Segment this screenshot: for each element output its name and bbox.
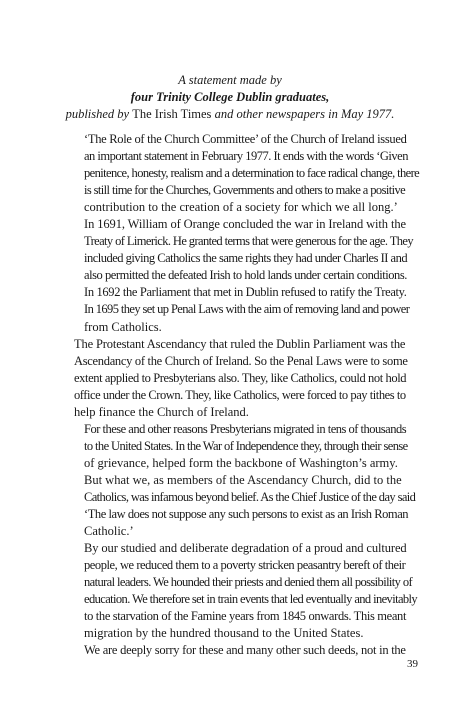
text-line: In 1691, William of Orange concluded the war in Ireland with the bbox=[84, 217, 406, 232]
text-line: Catholics, was infamous beyond belief. As the Chief Justice of the day said bbox=[84, 489, 416, 504]
heading-line-1: A statement made by bbox=[178, 73, 282, 87]
text-line: But what we, as members of the Ascendancy Church, did to the bbox=[84, 472, 402, 487]
text-line: ‘The law does not suppose any such persons to exist as an Irish Roman bbox=[84, 507, 409, 522]
text-line: penitence, honesty, realism and a determination to face radical change, there bbox=[84, 166, 420, 181]
heading-line-3 bbox=[0, 106, 460, 123]
text-line: an important statement in February 1977. It ends with the words ‘Given bbox=[84, 149, 408, 164]
paragraph bbox=[62, 540, 418, 642]
text-line: office under the Crown. They, like Catholics, were forced to pay tithes to bbox=[74, 387, 406, 402]
heading-line-3-start: published by bbox=[65, 107, 130, 121]
heading-line-3-end: and other newspapers in May 1977. bbox=[214, 107, 395, 121]
text-line: to the United States. In the War of Independence they, through their sense bbox=[84, 438, 408, 453]
body-text bbox=[62, 131, 420, 659]
paragraph bbox=[62, 472, 416, 540]
text-line: The Protestant Ascendancy that ruled the Dublin Parliament was the bbox=[74, 336, 406, 351]
paragraph bbox=[62, 421, 408, 472]
text-line: Ascendancy of the Church of Ireland. So the Penal Laws were to some bbox=[74, 353, 408, 368]
text-line: By our studied and deliberate degradation of a proud and cultured bbox=[84, 541, 407, 556]
paragraph bbox=[62, 216, 413, 284]
page-number: 39 bbox=[407, 658, 418, 670]
paragraph bbox=[62, 131, 420, 216]
text-line: migration by the hundred thousand to the United States. bbox=[84, 626, 364, 641]
paragraph bbox=[62, 336, 408, 421]
text-line: extent applied to Presbyterians also. They, like Catholics, could not hold bbox=[74, 370, 407, 385]
paragraph bbox=[62, 642, 408, 659]
paragraph bbox=[62, 284, 408, 335]
text-line: included giving Catholics the same rights they had under Charles II and bbox=[84, 251, 408, 266]
text-line: help finance the Church of Ireland. bbox=[74, 404, 249, 419]
statement-heading bbox=[0, 72, 460, 123]
text-line: We are deeply sorry for these and many other such deeds, not in the bbox=[84, 643, 406, 658]
text-line: from Catholics. bbox=[84, 319, 162, 334]
text-line: contribution to the creation of a society for which we all long.’ bbox=[84, 200, 398, 215]
text-line: Treaty of Limerick. He granted terms that were generous for the age. They bbox=[84, 234, 413, 249]
text-line: In 1692 the Parliament that met in Dublin refused to ratify the Treaty. bbox=[84, 285, 407, 300]
text-line: In 1695 they set up Penal Laws with the aim of removing land and power bbox=[84, 302, 410, 317]
heading-line-2: four Trinity College Dublin graduates, bbox=[130, 90, 330, 104]
text-line: people, we reduced them to a poverty stricken peasantry bereft of their bbox=[84, 558, 406, 573]
text-line: For these and other reasons Presbyterians migrated in tens of thousands bbox=[84, 421, 407, 436]
text-line: of grievance, helped form the backbone of Washington’s army. bbox=[84, 455, 398, 470]
text-line: Catholic.’ bbox=[84, 524, 134, 539]
text-line: natural leaders. We hounded their priests and denied them all possibility of bbox=[84, 575, 413, 590]
text-line: ‘The Role of the Church Committee’ of the Church of Ireland issued bbox=[84, 132, 407, 146]
newspaper-name: The Irish Times bbox=[132, 107, 212, 121]
text-line: is still time for the Churches, Governments and others to make a positive bbox=[84, 183, 406, 198]
text-line: to the starvation of the Famine years from 1845 onwards. This meant bbox=[84, 609, 407, 624]
text-line: education. We therefore set in train events that led eventually and inevitably bbox=[84, 592, 418, 607]
text-line: also permitted the defeated Irish to hold lands under certain conditions. bbox=[84, 268, 407, 283]
